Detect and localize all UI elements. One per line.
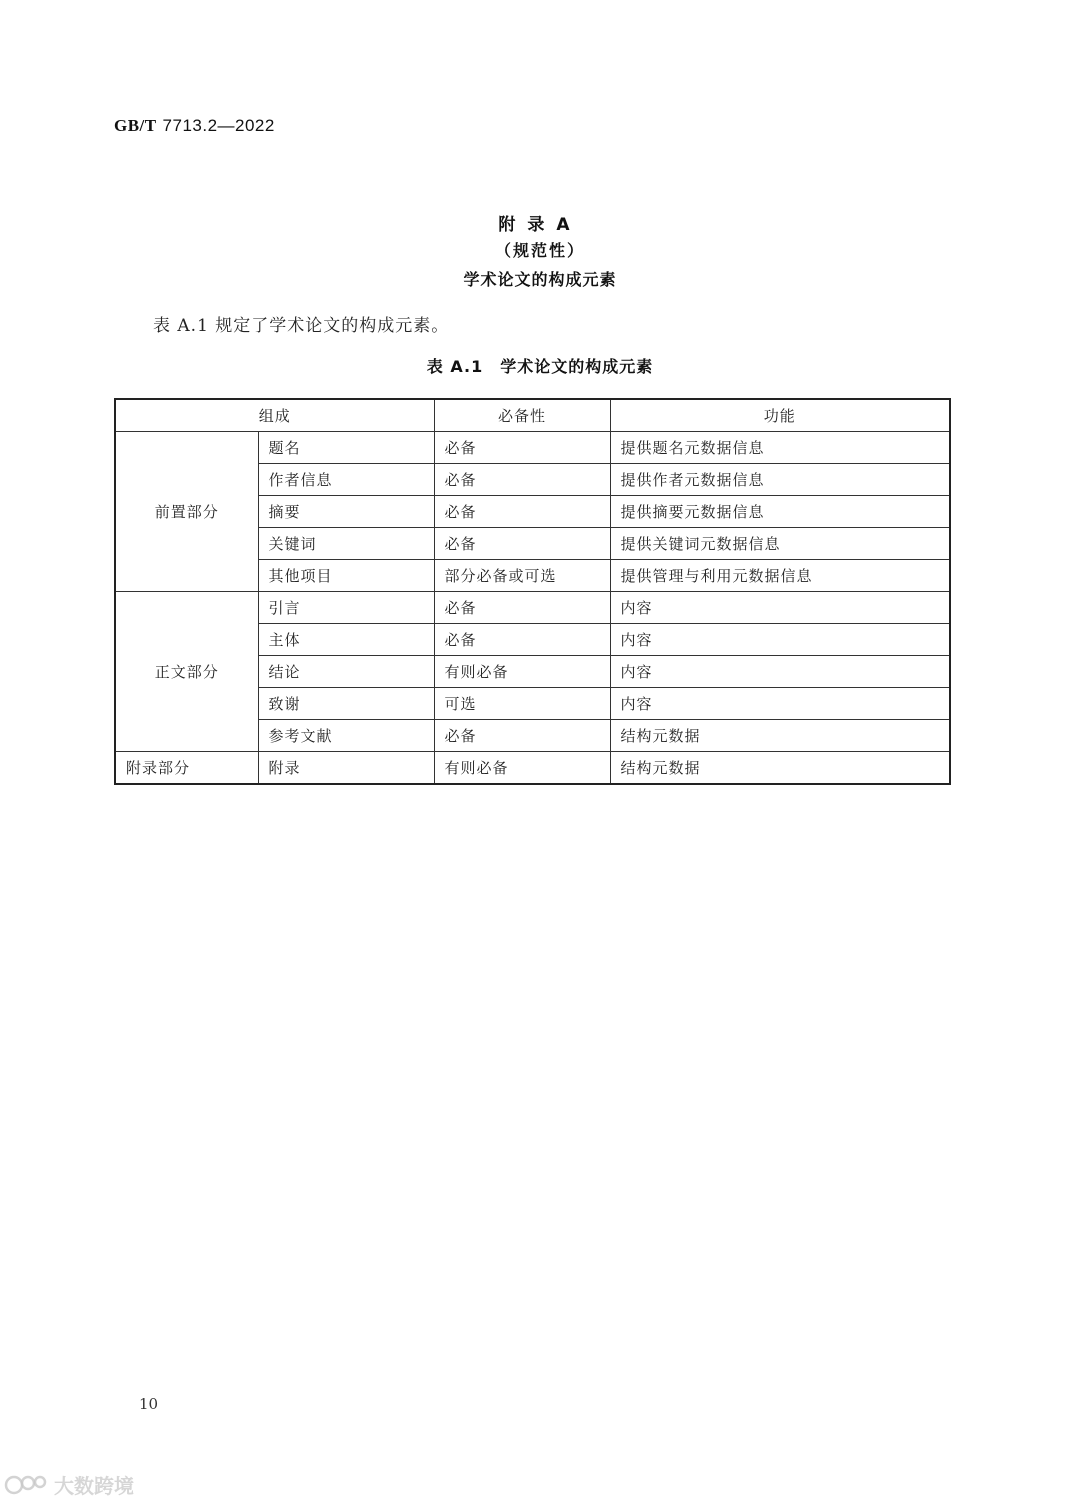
- row-necessity: 部分必备或可选: [434, 560, 610, 592]
- row-function: 提供管理与利用元数据信息: [610, 560, 950, 592]
- row-item: 致谢: [258, 688, 434, 720]
- header-composition: 组成: [115, 399, 434, 432]
- row-item: 题名: [258, 432, 434, 464]
- row-function: 提供题名元数据信息: [610, 432, 950, 464]
- row-function: 内容: [610, 624, 950, 656]
- table-caption: 表 A.1 学术论文的构成元素: [426, 357, 654, 376]
- composition-table: [114, 398, 951, 785]
- watermark-text: 大数跨境: [54, 1474, 134, 1498]
- row-necessity: 有则必备: [434, 656, 610, 688]
- row-item: 附录: [258, 752, 434, 785]
- intro-paragraph: 表 A.1 规定了学术论文的构成元素。: [153, 316, 450, 336]
- row-necessity: 必备: [434, 464, 610, 496]
- row-necessity: 有则必备: [434, 752, 610, 785]
- table-row: [115, 592, 950, 624]
- row-necessity: 可选: [434, 688, 610, 720]
- row-necessity: 必备: [434, 432, 610, 464]
- row-necessity: 必备: [434, 592, 610, 624]
- row-function: 内容: [610, 592, 950, 624]
- table-row: [115, 432, 950, 464]
- row-function: 结构元数据: [610, 752, 950, 785]
- row-function: 结构元数据: [610, 720, 950, 752]
- row-function: 提供作者元数据信息: [610, 464, 950, 496]
- row-necessity: 必备: [434, 496, 610, 528]
- standard-prefix: GB/T: [114, 116, 157, 135]
- row-item: 引言: [258, 592, 434, 624]
- group-front-matter: 前置部分: [115, 432, 258, 592]
- row-item: 关键词: [258, 528, 434, 560]
- row-item: 结论: [258, 656, 434, 688]
- appendix-nature: （规范性）: [494, 241, 585, 260]
- table-header-row: [115, 399, 950, 432]
- row-necessity: 必备: [434, 528, 610, 560]
- row-item: 摘要: [258, 496, 434, 528]
- standard-code: [114, 116, 275, 136]
- table-row: [115, 752, 950, 785]
- page-number: 10: [139, 1395, 159, 1413]
- header-necessity: 必备性: [434, 399, 610, 432]
- row-item: 作者信息: [258, 464, 434, 496]
- appendix-title: 学术论文的构成元素: [463, 270, 617, 289]
- row-function: 提供关键词元数据信息: [610, 528, 950, 560]
- appendix-label: 附录A: [498, 215, 582, 235]
- standard-number: 7713.2—2022: [162, 116, 275, 135]
- group-appendix: 附录部分: [115, 752, 258, 785]
- row-item: 参考文献: [258, 720, 434, 752]
- row-necessity: 必备: [434, 720, 610, 752]
- row-item: 主体: [258, 624, 434, 656]
- group-main-body: 正文部分: [115, 592, 258, 752]
- watermark: [4, 1470, 134, 1499]
- row-item: 其他项目: [258, 560, 434, 592]
- brand-logo-icon: [4, 1472, 50, 1498]
- row-function: 提供摘要元数据信息: [610, 496, 950, 528]
- row-necessity: 必备: [434, 624, 610, 656]
- row-function: 内容: [610, 656, 950, 688]
- header-function: 功能: [610, 399, 950, 432]
- row-function: 内容: [610, 688, 950, 720]
